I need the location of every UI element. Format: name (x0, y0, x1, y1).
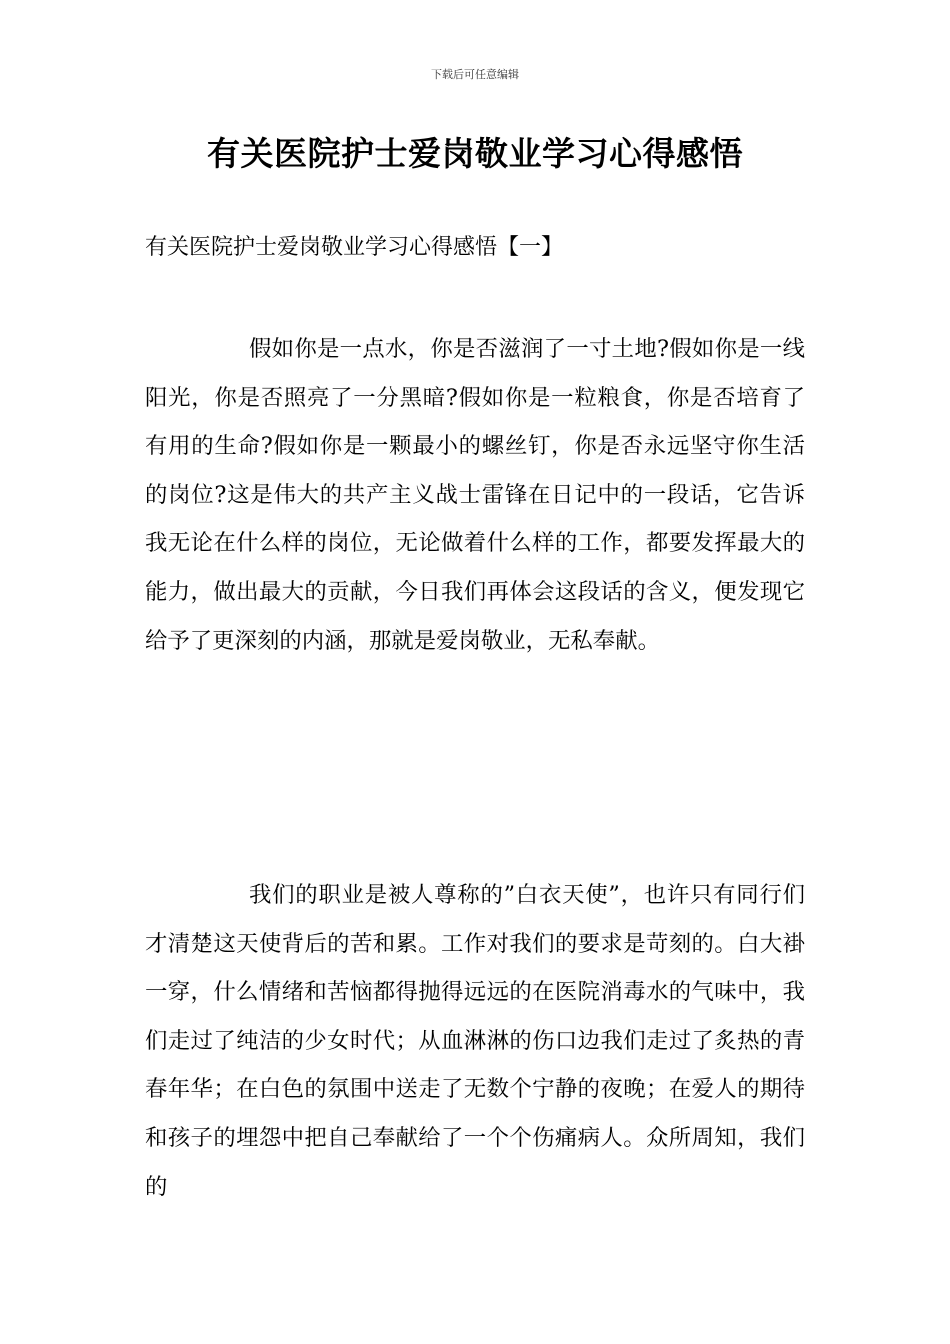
header-note: 下载后可任意编辑 (431, 68, 519, 81)
paragraph-1: 假如你是一点水，你是否滋润了一寸土地?假如你是一线阳光，你是否照亮了一分黑暗?假如你是一粒粮食，你是否培育了有用的生命?假如你是一颗最小的螺丝钉，你是否永远坚守你生活的岗位?这是伟大的共产主义战士雷锋在日记中的一段话，它告诉我无论在什么样的岗位，无论做着什么样的工作，都要发挥最大的能力，做出最大的贡献，今日我们再体会这段话的含义，便发现它给予了更深刻的内涵，那就是爱岗敬业，无私奉献。 (145, 336, 805, 654)
section-heading: 有关医院护士爱岗敬业学习心得感悟【一】 (145, 235, 564, 260)
document-title: 有关医院护士爱岗敬业学习心得感悟 (207, 134, 743, 173)
paragraph-2: 我们的职业是被人尊称的”白衣天使”，也许只有同行们才清楚这天使背后的苦和累。工作对我们的要求是苛刻的。白大褂一穿，什么情绪和苦恼都得抛得远远的在医院消毒水的气味中，我们走过了纯洁的少女时代；从血淋淋的伤口边我们走过了炙热的青春年华；在白色的氛围中送走了无数个宁静的夜晚；在爱人的期待和孩子的埋怨中把自己奉献给了一个个伤痛病人。众所周知，我们的 (145, 882, 805, 1200)
